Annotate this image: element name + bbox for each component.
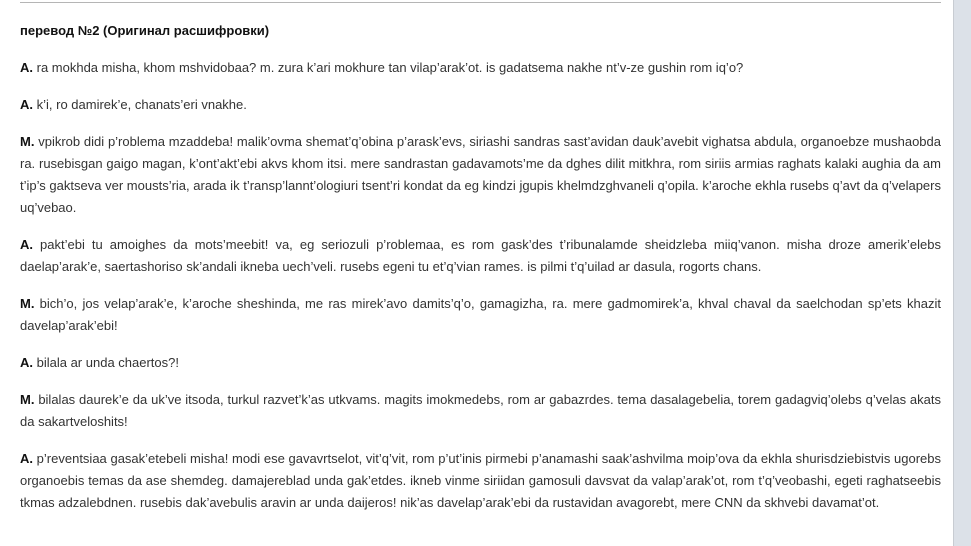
page-scroll-track[interactable] xyxy=(955,0,971,546)
transcript-paragraph xyxy=(20,94,941,116)
paragraph-text: bilala ar unda chaertos?! xyxy=(33,355,179,370)
speaker-label: A. xyxy=(20,60,33,75)
transcript-heading: перевод №2 (Оригинал расшифровки) xyxy=(20,23,270,38)
paragraph-text: p’reventsiaa gasak’etebeli misha! modi ese gavavrtselot, vit’q’vit, rom p’ut’inis pirmebi p’anamashi saak’ashvilma moip’ova da ekhla shurisdziebistvis ugorebs organoebis temas da ase shemdeg. damajereblad unda gak’etdes. ikneb vinme siriidan gamosuli davsvat da valap’arak’ot, rom t’q’veobashi, egeti raghatseebis tkmas adzalebdnen. rusebis dak’avebulis aravin ar unda daijeros! nik’as davelap’arak’ebi da rustavidan avagorebt, mere CNN da skhvebi davamat’ot. xyxy=(20,451,941,510)
paragraph-text: vpikrob didi p’roblema mzaddeba! malik’ovma shemat’q’obina p’arask’evs, siriashi sandras sast’avidan dauk’avebit vighatsa abdula, organoebze mushaobda ra. rusebisgan gaigo magan, k’ont’akt’ebi akvs khom itsi. mere sandrastan gadavamots’me da dghes dilit mitkhra, rom siriis armias raghats kalaki aughia da am t’ip’s gaktseva ver mousts’ria, arada ik t’ransp’lannt’ologiuri tsent’ri kondat da eg kindzi jgupis khelmdzghvaneli q’opila. k’aroche ekhla rusebs q’avt da q’velapers uq’vebao. xyxy=(20,134,941,215)
transcript-paragraph xyxy=(20,57,941,79)
top-divider xyxy=(20,2,941,3)
transcript-paragraph xyxy=(20,234,941,278)
speaker-label: A. xyxy=(20,237,33,252)
speaker-label: A. xyxy=(20,97,33,112)
speaker-label: M. xyxy=(20,296,35,311)
speaker-label: M. xyxy=(20,134,35,149)
transcript-content xyxy=(20,20,941,529)
transcript-paragraph xyxy=(20,389,941,433)
speaker-label: M. xyxy=(20,392,35,407)
speaker-label: A. xyxy=(20,355,33,370)
transcript-paragraph xyxy=(20,352,941,374)
paragraph-text: bich’o, jos velap’arak’e, k’aroche sheshinda, me ras mirek’avo damits’q’o, gamagizha, ra. mere gadmomirek’a, khval chaval da saelchodan sp’ets khazit davelap’arak’ebi! xyxy=(20,296,941,333)
transcript-paragraph xyxy=(20,131,941,219)
transcript-paragraph xyxy=(20,448,941,514)
paragraph-text: bilalas daurek’e da uk’ve itsoda, turkul razvet’k’as utkvams. magits imokmedebs, rom ar gabazrdes. tema dasalagebelia, torem gadagviq’olebs q’velas akats da sakartveloshits! xyxy=(20,392,941,429)
paragraph-text: k’i, ro damirek’e, chanats’eri vnakhe. xyxy=(33,97,247,112)
paragraph-text: pakt’ebi tu amoighes da mots’meebit! va, eg seriozuli p’roblemaa, es rom gask’des t’ribunalamde sheidzleba miiq’vanon. misha droze amerik’elebs daelap’arak’e, saertashoriso sk’andali ikneba uech’veli. rusebs egeni tu et’q’vian rames. is pilmi t’q’uilad ar dasula, rogorts chans. xyxy=(20,237,941,274)
speaker-label: A. xyxy=(20,451,33,466)
paragraph-text: ra mokhda misha, khom mshvidobaa? m. zura k’ari mokhure tan vilap’arak’ot. is gadatsema nakhe nt’v-ze gushin rom iq’o? xyxy=(33,60,744,75)
transcript-paragraph xyxy=(20,293,941,337)
